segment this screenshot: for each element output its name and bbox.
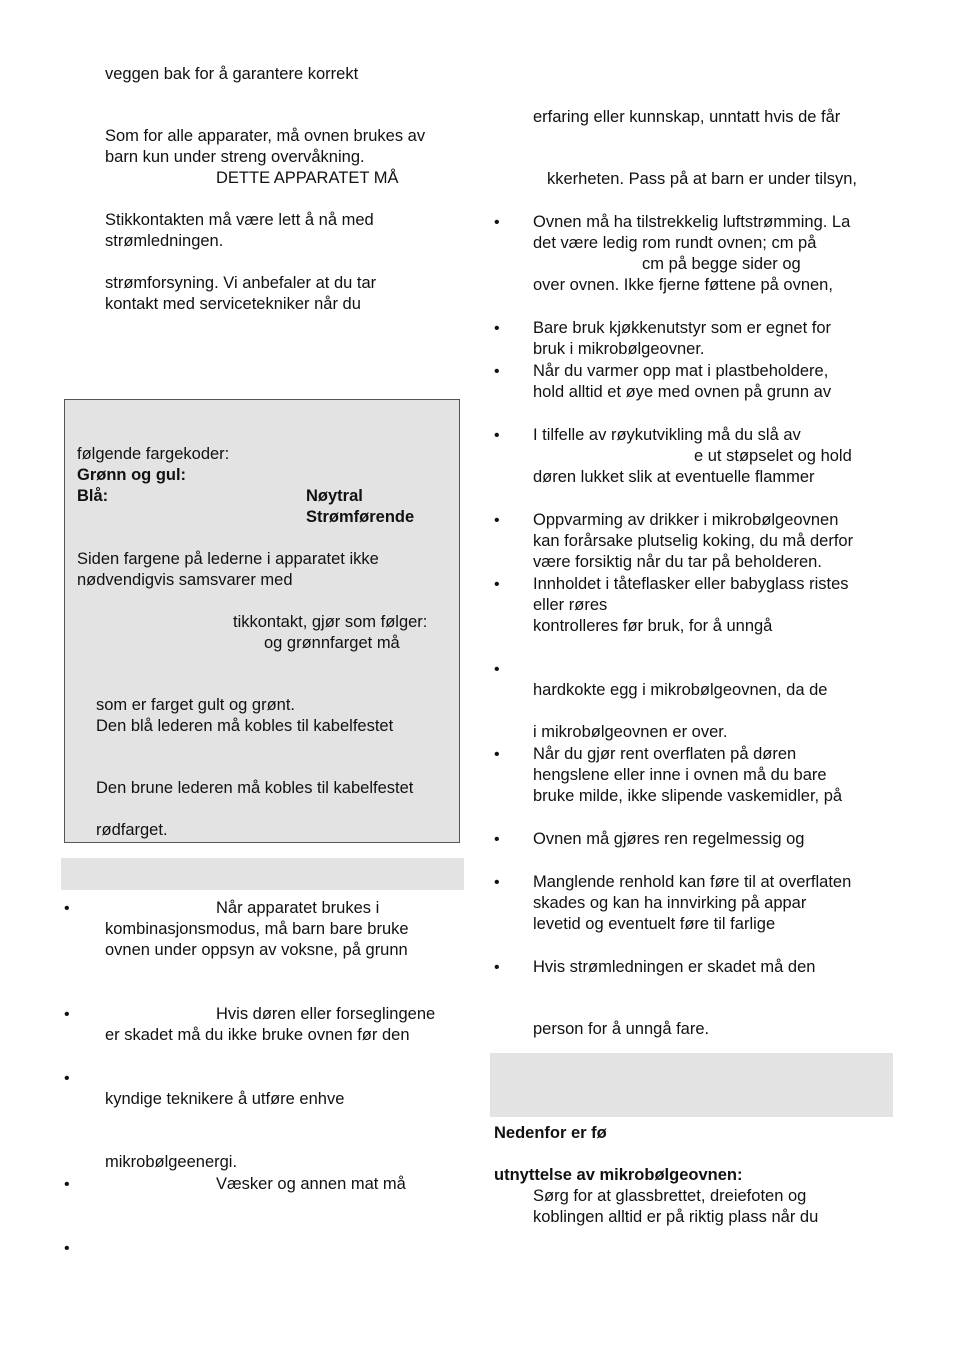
section-heading-band: [61, 858, 464, 890]
bullet-text-line: Oppvarming av drikker i mikrobølgeovnen: [533, 511, 839, 529]
wire-color-blue: Blå:: [77, 487, 109, 505]
bullet-text-line: Væsker og annen mat må: [216, 1175, 406, 1193]
bullet-marker: •: [494, 363, 500, 380]
bullet-marker: •: [64, 900, 70, 917]
bullet-marker: •: [494, 831, 500, 848]
bullet-text-line: Hvis døren eller forseglingene: [216, 1005, 436, 1023]
body-text-line: strømledningen.: [105, 232, 224, 250]
bullet-text-line: kontrolleres før bruk, for å unngå: [533, 617, 773, 635]
wiring-text-line: rødfarget.: [96, 821, 168, 839]
section-heading-band: [490, 1053, 893, 1117]
body-text-line: kontakt med servicetekniker når du: [105, 295, 361, 313]
body-text-line: koblingen alltid er på riktig plass når du: [533, 1208, 819, 1226]
bullet-text-line: er skadet må du ikke bruke ovnen før den: [105, 1026, 410, 1044]
bullet-marker: •: [64, 1070, 70, 1087]
bullet-text-line: hold alltid et øye med ovnen på grunn av: [533, 383, 832, 401]
section-intro-bold: Nedenfor er fø: [494, 1124, 607, 1142]
bullet-text-line: det være ledig rom rundt ovnen; cm på: [533, 234, 817, 252]
bullet-text-line: skades og kan ha innvirking på appar: [533, 894, 807, 912]
bullet-text-line: bruke milde, ikke slipende vaskemidler, på: [533, 787, 843, 805]
bullet-text-line: I tilfelle av røykutvikling må du slå av: [533, 426, 801, 444]
bullet-text-line: Hvis strømledningen er skadet må den: [533, 958, 816, 976]
wire-role-neutral: Nøytral: [306, 487, 363, 505]
wiring-text-line: som er farget gult og grønt.: [96, 696, 296, 714]
bullet-marker: •: [494, 427, 500, 444]
bullet-text-line: hardkokte egg i mikrobølgeovnen, da de: [533, 681, 828, 699]
bullet-marker: •: [494, 320, 500, 337]
bullet-text-line: eller røres: [533, 596, 608, 614]
bullet-marker: •: [494, 512, 500, 529]
body-text-line: Stikkontakten må være lett å nå med: [105, 211, 374, 229]
bullet-text-line: bruk i mikrobølgeovner.: [533, 340, 705, 358]
bullet-text-line: Når apparatet brukes i: [216, 899, 380, 917]
warning-heading: DETTE APPARATET MÅ: [216, 169, 399, 187]
body-text-line: Som for alle apparater, må ovnen brukes av: [105, 127, 426, 145]
bullet-text-line: Innholdet i tåteflasker eller babyglass ristes: [533, 575, 849, 593]
bullet-text-line: Ovnen må gjøres ren regelmessig og: [533, 830, 805, 848]
bullet-text-line: mikrobølgeenergi.: [105, 1153, 238, 1171]
bullet-marker: •: [494, 661, 500, 678]
bullet-text-line: i mikrobølgeovnen er over.: [533, 723, 728, 741]
body-text-line: veggen bak for å garantere korrekt: [105, 65, 359, 83]
bullet-text-line: kan forårsake plutselig koking, du må derfor: [533, 532, 854, 550]
bullet-marker: •: [64, 1006, 70, 1023]
bullet-text-line: ovnen under oppsyn av voksne, på grunn: [105, 941, 408, 959]
bullet-text-line: levetid og eventuelt føre til farlige: [533, 915, 776, 933]
section-intro-bold: utnyttelse av mikrobølgeovnen:: [494, 1166, 743, 1184]
bullet-marker: •: [494, 576, 500, 593]
body-text-line: strømforsyning. Vi anbefaler at du tar: [105, 274, 377, 292]
bullet-marker: •: [494, 746, 500, 763]
wiring-text-line: og grønnfarget må: [264, 634, 400, 652]
wiring-text-line: tikkontakt, gjør som følger:: [233, 613, 428, 631]
bullet-marker: •: [494, 959, 500, 976]
bullet-text-line: kyndige teknikere å utføre enhve: [105, 1090, 345, 1108]
bullet-text-line: døren lukket slik at eventuelle flammer: [533, 468, 815, 486]
bullet-text-line: Når du gjør rent overflaten på døren: [533, 745, 797, 763]
bullet-text-line: hengslene eller inne i ovnen må du bare: [533, 766, 827, 784]
bullet-marker: •: [64, 1240, 70, 1257]
bullet-marker: •: [494, 874, 500, 891]
bullet-text-line: over ovnen. Ikke fjerne føttene på ovnen,: [533, 276, 833, 294]
bullet-text-line: Bare bruk kjøkkenutstyr som er egnet for: [533, 319, 832, 337]
bullet-text-line: Ovnen må ha tilstrekkelig luftstrømming. La: [533, 213, 851, 231]
body-text-line: erfaring eller kunnskap, unntatt hvis de får: [533, 108, 841, 126]
bullet-marker: •: [494, 214, 500, 231]
body-text-line: kkerheten. Pass på at barn er under tilsyn,: [547, 170, 858, 188]
wire-role-live: Strømførende: [306, 508, 415, 526]
body-text-line: Sørg for at glassbrettet, dreiefoten og: [533, 1187, 807, 1205]
wiring-text-line: Den brune lederen må kobles til kabelfestet: [96, 779, 414, 797]
bullet-text-line: Manglende renhold kan føre til at overflaten: [533, 873, 852, 891]
wiring-text-line: Siden fargene på lederne i apparatet ikke: [77, 550, 379, 568]
wire-color-green-yellow: Grønn og gul:: [77, 466, 187, 484]
bullet-text-line: være forsiktig når du tar på beholderen.: [533, 553, 822, 571]
wiring-text-line: Den blå lederen må kobles til kabelfestet: [96, 717, 394, 735]
bullet-text-line: cm på begge sider og: [642, 255, 801, 273]
bullet-text-line: kombinasjonsmodus, må barn bare bruke: [105, 920, 409, 938]
bullet-marker: •: [64, 1176, 70, 1193]
wiring-intro: følgende fargekoder:: [77, 445, 230, 463]
bullet-text-line: e ut støpselet og hold: [694, 447, 852, 465]
bullet-text-line: Når du varmer opp mat i plastbeholdere,: [533, 362, 829, 380]
bullet-text-line: person for å unngå fare.: [533, 1020, 710, 1038]
body-text-line: barn kun under streng overvåkning.: [105, 148, 365, 166]
wiring-text-line: nødvendigvis samsvarer med: [77, 571, 293, 589]
